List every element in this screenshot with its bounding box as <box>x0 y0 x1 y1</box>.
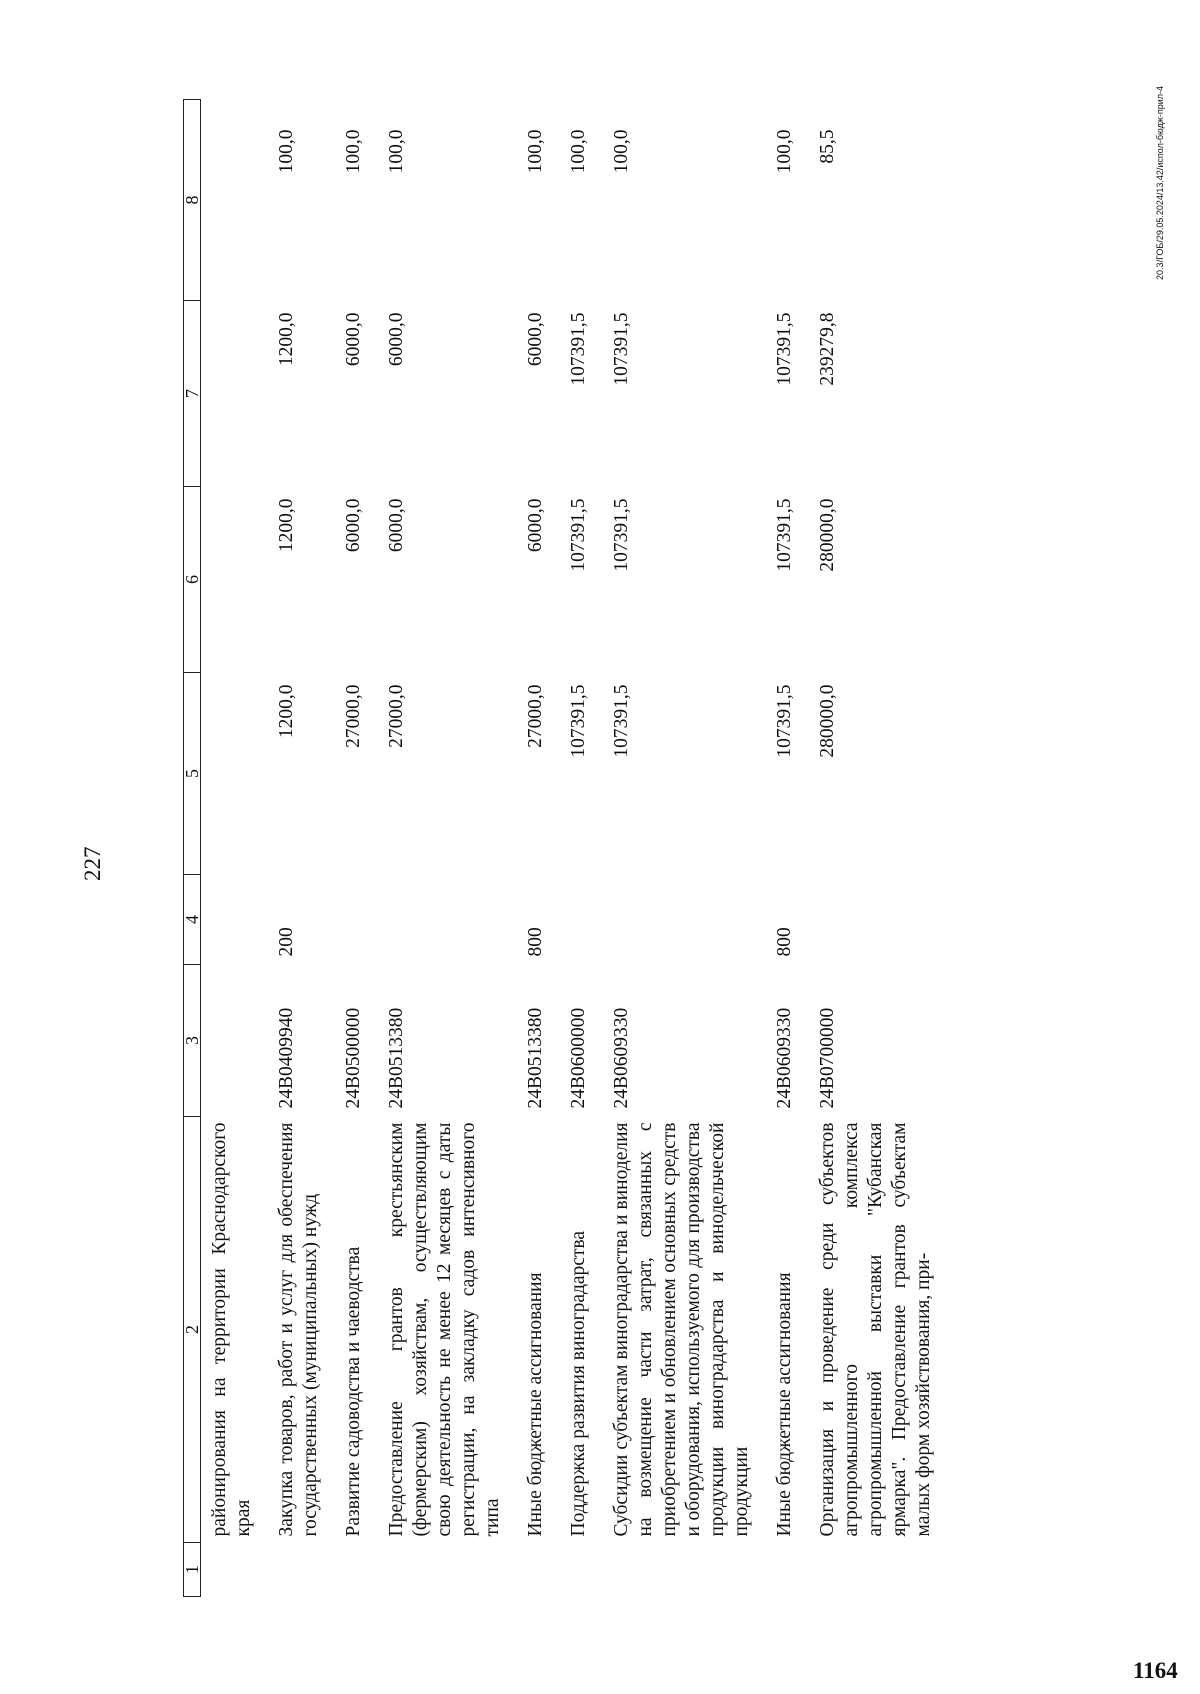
value-col6: 6000,0 <box>386 498 407 553</box>
value-col5 <box>201 673 269 875</box>
item-name: Предоставление грантов крестьянским (фермерским) хозяйствам, осуществляющим свою деятельность не менее 12 месяцев с даты регистрации, на закладку садов интенсивного типа <box>386 1122 503 1537</box>
expense-kind <box>201 875 269 965</box>
value-col7 <box>201 301 269 487</box>
value-col7: 6000,0 <box>386 312 407 367</box>
percent-col8 <box>201 100 269 301</box>
target-code: 24В0513380 <box>525 1007 546 1109</box>
value-col5: 107391,5 <box>611 684 632 758</box>
cell-col1 <box>378 1543 517 1597</box>
value-col7: 107391,5 <box>774 312 795 386</box>
item-name: Субсидии субъектам виноградарства и виноделия на возмещение части затрат, связанных с приобретением и обновлением основных средств и оборудования, используемого для производства продукции виноградарства и винодельческой продукции <box>611 1122 752 1537</box>
expense-kind <box>378 875 517 965</box>
target-code: 24В0409940 <box>276 1007 297 1109</box>
item-name: Иные бюджетные ассигнования <box>525 1272 546 1537</box>
value-col7: 107391,5 <box>611 312 632 386</box>
percent-col8: 100,0 <box>568 129 589 174</box>
percent-col8: 100,0 <box>386 129 407 174</box>
col-header: 6 <box>184 487 201 673</box>
percent-col8: 100,0 <box>525 129 546 174</box>
item-name: Закупка товаров, работ и услуг для обеспечения государственных (муниципальных) нужд <box>276 1122 321 1537</box>
target-code <box>201 965 269 1117</box>
expense-kind <box>603 875 766 965</box>
value-col6: 107391,5 <box>611 498 632 572</box>
percent-col8: 100,0 <box>611 129 632 174</box>
target-code: 24В0700000 <box>817 1007 838 1109</box>
column-number-row <box>184 100 201 1597</box>
cell-col1 <box>766 1543 809 1597</box>
table-row <box>766 100 809 1597</box>
table-body <box>201 100 949 1597</box>
col-header: 2 <box>184 1117 201 1543</box>
value-col5: 107391,5 <box>568 684 589 758</box>
cell-col1 <box>560 1543 603 1597</box>
sheet-number: 1164 <box>1133 1658 1178 1683</box>
target-code: 24В0609330 <box>611 1007 632 1109</box>
value-col7: 107391,5 <box>568 312 589 386</box>
cell-col1 <box>201 1543 269 1597</box>
value-col6 <box>201 487 269 673</box>
table-row <box>517 100 560 1597</box>
value-col5: 280000,0 <box>817 684 838 758</box>
value-col6: 107391,5 <box>774 498 795 572</box>
cell-col1 <box>335 1543 378 1597</box>
percent-col8: 85,5 <box>817 129 838 164</box>
col-header: 4 <box>184 875 201 965</box>
target-code: 24В0500000 <box>343 1007 364 1109</box>
target-code: 24В0600000 <box>568 1007 589 1109</box>
cell-col1 <box>268 1543 335 1597</box>
expense-kind <box>560 875 603 965</box>
table-row <box>268 100 335 1597</box>
expense-kind <box>335 875 378 965</box>
value-col5: 1200,0 <box>276 684 297 739</box>
col-header: 1 <box>184 1543 201 1597</box>
budget-table <box>183 99 948 1597</box>
value-col6: 6000,0 <box>525 498 546 553</box>
value-col6: 107391,5 <box>568 498 589 572</box>
value-col7: 1200,0 <box>276 312 297 367</box>
value-col5: 27000,0 <box>386 684 407 748</box>
item-name: Организация и проведение среди субъектов агропромышленного комплекса агропромышленной выставки "Кубанская ярмарка". Предоставление грантов субъектам малых форм хозяйствования, при- <box>817 1122 934 1537</box>
table-row <box>378 100 517 1597</box>
target-code: 24В0513380 <box>386 1007 407 1109</box>
value-col7: 6000,0 <box>525 312 546 367</box>
value-col7: 6000,0 <box>343 312 364 367</box>
cell-col1 <box>517 1543 560 1597</box>
value-col5: 107391,5 <box>774 684 795 758</box>
percent-col8: 100,0 <box>343 129 364 174</box>
col-header: 3 <box>184 965 201 1117</box>
table-row <box>809 100 948 1597</box>
value-col6: 280000,0 <box>817 498 838 572</box>
expense-kind: 200 <box>276 927 297 957</box>
item-name: Развитие садоводства и чаеводства <box>343 1246 364 1537</box>
expense-kind: 800 <box>774 927 795 957</box>
expense-kind <box>809 875 948 965</box>
item-name: Иные бюджетные ассигнования <box>774 1272 795 1537</box>
target-code: 24В0609330 <box>774 1007 795 1109</box>
item-name: Поддержка развития виноградарства <box>568 1230 589 1537</box>
value-col5: 27000,0 <box>343 684 364 748</box>
table-row <box>201 100 269 1597</box>
col-header: 8 <box>184 100 201 301</box>
item-name: районирования на территории Краснодарского края <box>209 1122 254 1537</box>
footer-file-path: 20.3/ГОБ/29.05.2024/13.42/испол-бюдж-прил-4 <box>1155 86 1165 280</box>
value-col5: 27000,0 <box>525 684 546 748</box>
table-row <box>603 100 766 1597</box>
value-col7: 239279,8 <box>817 312 838 386</box>
cell-col1 <box>603 1543 766 1597</box>
value-col6: 1200,0 <box>276 498 297 553</box>
col-header: 5 <box>184 673 201 875</box>
table-row <box>335 100 378 1597</box>
page-number: 227 <box>80 846 105 881</box>
percent-col8: 100,0 <box>276 129 297 174</box>
value-col6: 6000,0 <box>343 498 364 553</box>
percent-col8: 100,0 <box>774 129 795 174</box>
expense-kind: 800 <box>525 927 546 957</box>
table-row <box>560 100 603 1597</box>
cell-col1 <box>809 1543 948 1597</box>
table-header <box>184 100 201 1597</box>
col-header: 7 <box>184 301 201 487</box>
